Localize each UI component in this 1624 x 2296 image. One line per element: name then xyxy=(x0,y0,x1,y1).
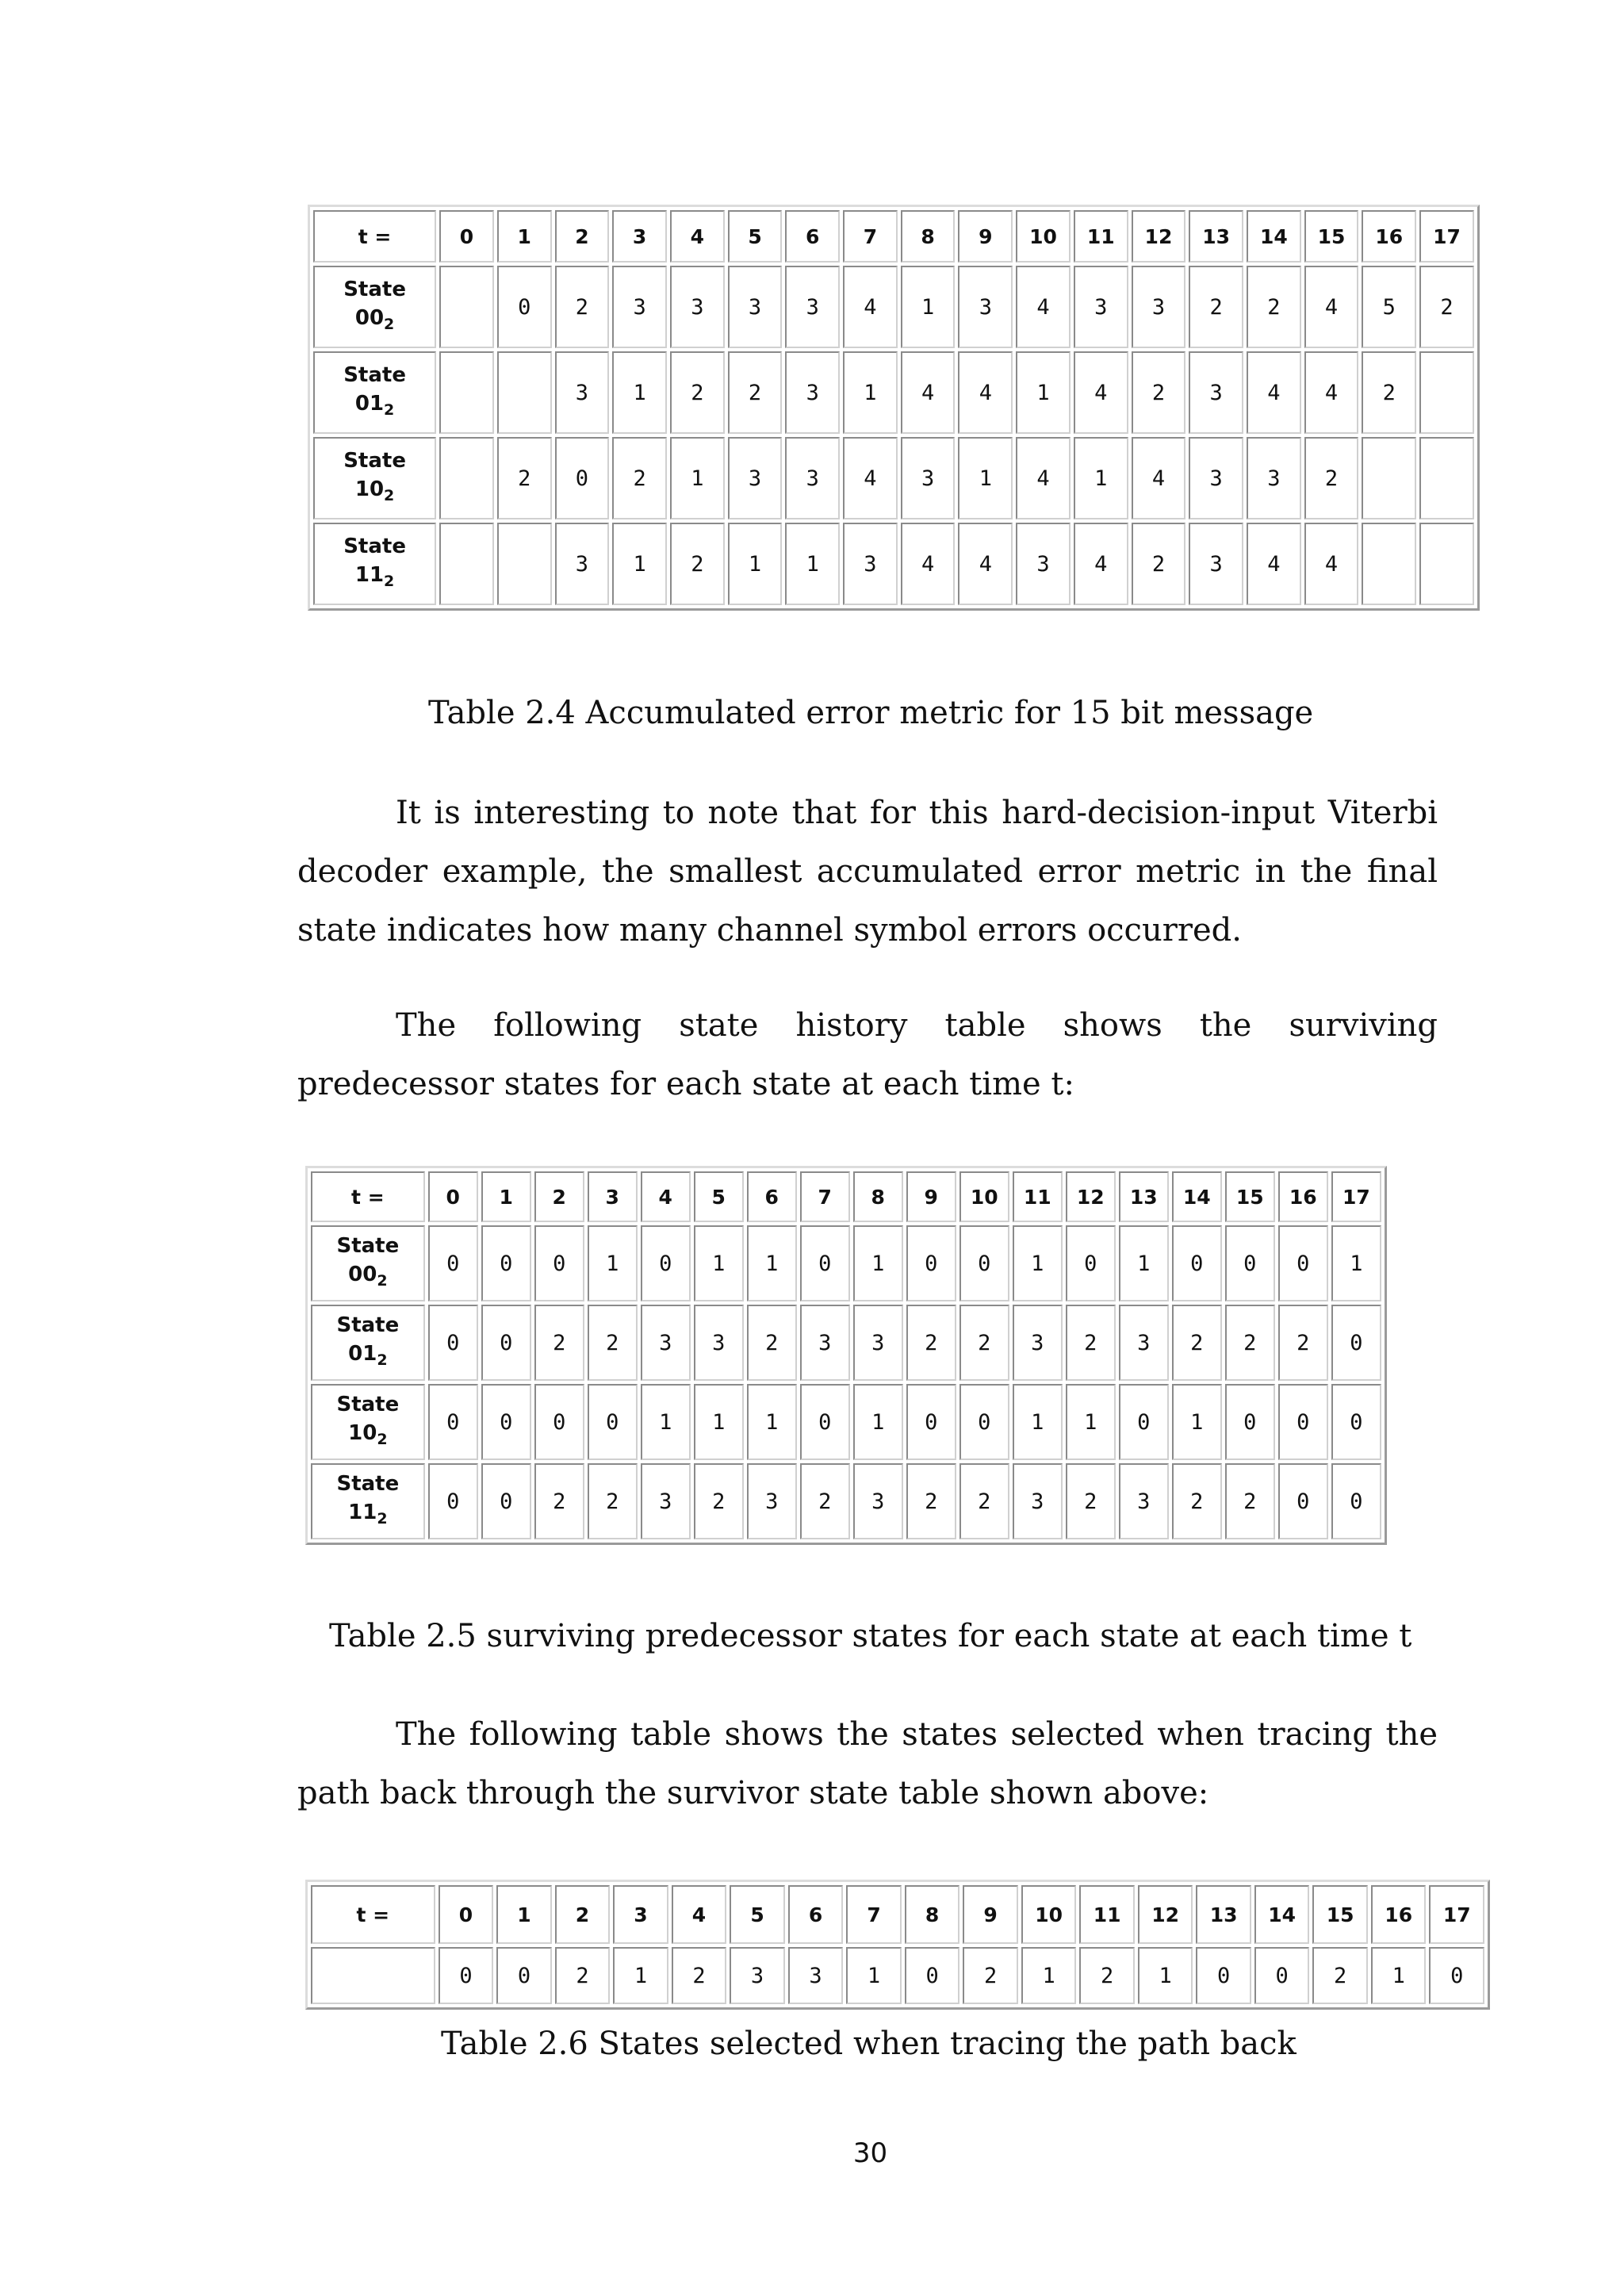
table-cell: 0 xyxy=(439,1947,494,2004)
table-row xyxy=(313,523,1474,605)
table-cell: 0 xyxy=(1429,1947,1484,2004)
header-time-cell: 4 xyxy=(672,1885,727,1944)
table-cell: 0 xyxy=(1278,1225,1328,1301)
table-cell: 2 xyxy=(612,437,667,519)
table-cell: 2 xyxy=(1247,266,1301,348)
table-cell: 4 xyxy=(1247,351,1301,434)
table-cell: 0 xyxy=(1225,1225,1275,1301)
table-cell: 0 xyxy=(905,1947,960,2004)
header-time-cell: 5 xyxy=(728,210,783,263)
table-cell: 3 xyxy=(1247,437,1301,519)
header-time-cell: 1 xyxy=(481,1171,531,1222)
table-cell: 2 xyxy=(959,1305,1009,1381)
table-cell: 1 xyxy=(670,437,725,519)
table-cell: 4 xyxy=(843,266,898,348)
table-cell: 0 xyxy=(800,1384,850,1460)
header-time-cell: 9 xyxy=(906,1171,956,1222)
table-cell: 0 xyxy=(1196,1947,1251,2004)
table-cell: 2 xyxy=(959,1463,1009,1539)
table-cell: 3 xyxy=(1119,1305,1169,1381)
table-cell: 2 xyxy=(906,1463,956,1539)
table-cell xyxy=(439,351,494,434)
table-cell: 1 xyxy=(613,1947,668,2004)
table-cell: 4 xyxy=(843,437,898,519)
table-row xyxy=(313,351,1474,434)
table-cell: 0 xyxy=(588,1384,638,1460)
header-time-cell: 12 xyxy=(1066,1171,1116,1222)
header-time-cell: 8 xyxy=(905,1885,960,1944)
table-cell: 4 xyxy=(958,351,1013,434)
table-cell: 1 xyxy=(747,1384,797,1460)
header-time-cell: 9 xyxy=(958,210,1013,263)
table-cell xyxy=(1362,523,1416,605)
table-cell: 1 xyxy=(612,351,667,434)
table-cell: 3 xyxy=(843,523,898,605)
table-cell: 0 xyxy=(1119,1384,1169,1460)
table-cell: 1 xyxy=(958,437,1013,519)
table-row xyxy=(313,266,1474,348)
header-time-cell: 12 xyxy=(1138,1885,1193,1944)
table-cell: 1 xyxy=(785,523,840,605)
table-cell xyxy=(439,437,494,519)
table-cell xyxy=(1419,523,1474,605)
table-cell: 0 xyxy=(1331,1463,1381,1539)
table-cell: 1 xyxy=(1371,1947,1427,2004)
header-time-cell: 14 xyxy=(1247,210,1301,263)
table-cell: 0 xyxy=(1331,1384,1381,1460)
header-time-cell: 2 xyxy=(555,1885,611,1944)
state-row-label: State $00_2$ xyxy=(313,266,436,348)
table-cell: 3 xyxy=(1189,523,1243,605)
header-time-label: t = xyxy=(311,1171,425,1222)
table-cell: 4 xyxy=(901,351,956,434)
table-cell: 1 xyxy=(747,1225,797,1301)
header-time-cell: 17 xyxy=(1419,210,1474,263)
table-cell: 1 xyxy=(612,523,667,605)
header-time-cell: 7 xyxy=(843,210,898,263)
table-cell: 2 xyxy=(1079,1947,1135,2004)
header-time-cell: 8 xyxy=(853,1171,903,1222)
table-cell: 3 xyxy=(1189,351,1243,434)
table-cell: 2 xyxy=(1172,1305,1222,1381)
table-cell: 2 xyxy=(1278,1305,1328,1381)
table-2-6-traceback-states xyxy=(305,1880,1490,2010)
table-cell: 2 xyxy=(694,1463,744,1539)
table-cell: 3 xyxy=(1074,266,1128,348)
table-cell: 5 xyxy=(1362,266,1416,348)
table-cell: 2 xyxy=(1132,351,1186,434)
table-cell: 2 xyxy=(588,1305,638,1381)
header-time-cell: 13 xyxy=(1196,1885,1251,1944)
header-time-cell: 9 xyxy=(963,1885,1018,1944)
table-cell: 2 xyxy=(1312,1947,1368,2004)
table-cell: 2 xyxy=(906,1305,956,1381)
table-cell: 4 xyxy=(1304,351,1359,434)
table-cell: 3 xyxy=(1013,1305,1063,1381)
table-cell: 0 xyxy=(1254,1947,1310,2004)
header-time-cell: 15 xyxy=(1304,210,1359,263)
state-row-label: State $11_2$ xyxy=(311,1463,425,1539)
page-number: 30 xyxy=(852,2137,888,2169)
paragraph-2: The following state history table shows the surviving predecessor states for each state at each time t: xyxy=(297,1007,1438,1102)
table-cell: 1 xyxy=(1138,1947,1193,2004)
table-cell: 2 xyxy=(1132,523,1186,605)
header-time-cell: 14 xyxy=(1172,1171,1222,1222)
table-row xyxy=(311,1947,1484,2004)
table-cell: 3 xyxy=(853,1463,903,1539)
header-time-cell: 10 xyxy=(959,1171,1009,1222)
state-row-label: State $10_2$ xyxy=(311,1384,425,1460)
table-2-6-caption: Table 2.6 States selected when tracing the path back xyxy=(441,2026,1297,2062)
header-time-cell: 6 xyxy=(785,210,840,263)
table-cell: 0 xyxy=(1278,1463,1328,1539)
table-cell: 3 xyxy=(785,351,840,434)
header-time-cell: 6 xyxy=(747,1171,797,1222)
table-cell: 0 xyxy=(481,1463,531,1539)
header-time-cell: 17 xyxy=(1429,1885,1484,1944)
header-time-cell: 15 xyxy=(1225,1171,1275,1222)
table-row xyxy=(311,1463,1381,1539)
table-cell: 2 xyxy=(1225,1463,1275,1539)
table-cell: 2 xyxy=(1066,1463,1116,1539)
table-cell: 0 xyxy=(481,1225,531,1301)
state-row-label: State $01_2$ xyxy=(313,351,436,434)
header-time-cell: 11 xyxy=(1079,1885,1135,1944)
table-cell: 0 xyxy=(1172,1225,1222,1301)
table-cell: 1 xyxy=(1119,1225,1169,1301)
table-cell: 0 xyxy=(906,1384,956,1460)
table-cell: 1 xyxy=(901,266,956,348)
table-cell: 2 xyxy=(534,1463,584,1539)
table-cell: 1 xyxy=(1066,1384,1116,1460)
table-cell: 1 xyxy=(853,1225,903,1301)
table-cell: 2 xyxy=(1225,1305,1275,1381)
table-cell: 3 xyxy=(555,351,610,434)
header-time-cell: 10 xyxy=(1021,1885,1077,1944)
table-row xyxy=(311,1305,1381,1381)
table-cell xyxy=(1362,437,1416,519)
table-cell: 3 xyxy=(1119,1463,1169,1539)
table-cell: 3 xyxy=(853,1305,903,1381)
table-cell: 3 xyxy=(670,266,725,348)
paragraph-3: The following table shows the states selected when tracing the path back through the survivor state table shown above: xyxy=(297,1716,1438,1811)
header-time-cell: 0 xyxy=(428,1171,478,1222)
header-time-cell: 16 xyxy=(1362,210,1416,263)
header-time-cell: 11 xyxy=(1013,1171,1063,1222)
header-time-cell: 0 xyxy=(439,1885,494,1944)
table-cell: 1 xyxy=(1013,1225,1063,1301)
table-row xyxy=(313,437,1474,519)
table-cell: 4 xyxy=(1132,437,1186,519)
table-cell: 3 xyxy=(1189,437,1243,519)
header-time-cell: 4 xyxy=(641,1171,691,1222)
table-row xyxy=(311,1225,1381,1301)
table-cell xyxy=(497,351,552,434)
row-label xyxy=(311,1947,435,2004)
table-cell: 1 xyxy=(1021,1947,1077,2004)
table-cell: 3 xyxy=(1016,523,1071,605)
header-time-cell: 8 xyxy=(901,210,956,263)
header-time-cell: 13 xyxy=(1189,210,1243,263)
header-time-label: t = xyxy=(313,210,436,263)
table-cell: 1 xyxy=(588,1225,638,1301)
table-cell: 3 xyxy=(958,266,1013,348)
header-time-cell: 2 xyxy=(555,210,610,263)
table-cell: 0 xyxy=(959,1225,1009,1301)
table-cell: 3 xyxy=(641,1305,691,1381)
table-cell: 3 xyxy=(1013,1463,1063,1539)
header-time-cell: 13 xyxy=(1119,1171,1169,1222)
table-cell: 4 xyxy=(901,523,956,605)
state-row-label: State $00_2$ xyxy=(311,1225,425,1301)
table-cell: 3 xyxy=(747,1463,797,1539)
table-2-4-caption: Table 2.4 Accumulated error metric for 15 bit message xyxy=(428,695,1314,731)
header-time-cell: 17 xyxy=(1331,1171,1381,1222)
table-cell: 0 xyxy=(428,1463,478,1539)
table-cell: 0 xyxy=(481,1384,531,1460)
table-2-5-surviving-predecessor-states xyxy=(305,1166,1387,1545)
table-cell: 4 xyxy=(1247,523,1301,605)
table-cell: 0 xyxy=(1225,1384,1275,1460)
table-cell: 1 xyxy=(728,523,783,605)
header-time-cell: 3 xyxy=(612,210,667,263)
table-cell: 0 xyxy=(1278,1384,1328,1460)
state-row-label: State $01_2$ xyxy=(311,1305,425,1381)
table-cell: 0 xyxy=(641,1225,691,1301)
header-time-cell: 3 xyxy=(588,1171,638,1222)
table-cell: 1 xyxy=(853,1384,903,1460)
paragraph-1: It is interesting to note that for this hard-decision-input Viterbi decoder example, the smallest accumulated error metric in the final state indicates how many channel symbol errors occurred. xyxy=(297,795,1438,949)
table-cell: 2 xyxy=(800,1463,850,1539)
table-cell: 3 xyxy=(730,1947,785,2004)
table-cell: 3 xyxy=(555,523,610,605)
table-cell xyxy=(1419,437,1474,519)
table-cell: 0 xyxy=(959,1384,1009,1460)
table-cell: 3 xyxy=(1132,266,1186,348)
table-cell: 1 xyxy=(1331,1225,1381,1301)
header-time-cell: 7 xyxy=(800,1171,850,1222)
table-cell xyxy=(497,523,552,605)
state-row-label: State $11_2$ xyxy=(313,523,436,605)
header-time-cell: 16 xyxy=(1371,1885,1427,1944)
table-cell: 3 xyxy=(641,1463,691,1539)
header-time-cell: 1 xyxy=(496,1885,552,1944)
table-cell: 3 xyxy=(901,437,956,519)
table-cell: 2 xyxy=(747,1305,797,1381)
table-cell: 0 xyxy=(496,1947,552,2004)
table-cell: 2 xyxy=(963,1947,1018,2004)
table-cell: 2 xyxy=(555,1947,611,2004)
header-time-cell: 4 xyxy=(670,210,725,263)
table-cell xyxy=(1419,351,1474,434)
table-cell: 3 xyxy=(800,1305,850,1381)
table-cell: 0 xyxy=(555,437,610,519)
table-cell: 0 xyxy=(906,1225,956,1301)
header-time-cell: 5 xyxy=(694,1171,744,1222)
table-cell: 0 xyxy=(534,1225,584,1301)
table-cell: 0 xyxy=(534,1384,584,1460)
table-cell: 3 xyxy=(785,437,840,519)
table-cell: 1 xyxy=(1013,1384,1063,1460)
table-cell xyxy=(439,266,494,348)
table-cell: 4 xyxy=(1016,437,1071,519)
table-cell: 2 xyxy=(670,351,725,434)
table-cell: 4 xyxy=(1074,351,1128,434)
table-cell: 2 xyxy=(1189,266,1243,348)
table-cell: 4 xyxy=(1074,523,1128,605)
table-cell: 4 xyxy=(1304,523,1359,605)
table-cell: 0 xyxy=(428,1225,478,1301)
table-cell: 2 xyxy=(672,1947,727,2004)
table-cell: 4 xyxy=(1304,266,1359,348)
header-time-cell: 3 xyxy=(613,1885,668,1944)
table-cell: 0 xyxy=(428,1305,478,1381)
table-cell: 3 xyxy=(788,1947,844,2004)
table-cell: 1 xyxy=(1172,1384,1222,1460)
table-cell: 1 xyxy=(641,1384,691,1460)
header-time-cell: 16 xyxy=(1278,1171,1328,1222)
table-cell: 0 xyxy=(481,1305,531,1381)
header-time-cell: 12 xyxy=(1132,210,1186,263)
table-cell: 2 xyxy=(497,437,552,519)
table-cell: 4 xyxy=(958,523,1013,605)
table-cell: 3 xyxy=(728,266,783,348)
table-cell: 3 xyxy=(694,1305,744,1381)
table-cell: 2 xyxy=(555,266,610,348)
table-cell: 3 xyxy=(728,437,783,519)
header-time-label: t = xyxy=(311,1885,435,1944)
table-cell: 3 xyxy=(612,266,667,348)
table-cell: 0 xyxy=(1331,1305,1381,1381)
header-time-cell: 15 xyxy=(1312,1885,1368,1944)
header-time-cell: 5 xyxy=(730,1885,785,1944)
header-time-cell: 10 xyxy=(1016,210,1071,263)
table-cell: 1 xyxy=(694,1225,744,1301)
table-cell: 0 xyxy=(800,1225,850,1301)
table-cell: 1 xyxy=(1074,437,1128,519)
table-cell: 4 xyxy=(1016,266,1071,348)
table-cell: 2 xyxy=(534,1305,584,1381)
table-2-4-accumulated-error-metric xyxy=(308,205,1480,611)
table-cell xyxy=(439,523,494,605)
table-cell: 2 xyxy=(1066,1305,1116,1381)
table-cell: 1 xyxy=(694,1384,744,1460)
table-cell: 2 xyxy=(1362,351,1416,434)
header-time-cell: 6 xyxy=(788,1885,844,1944)
table-cell: 1 xyxy=(1016,351,1071,434)
table-cell: 2 xyxy=(1304,437,1359,519)
header-time-cell: 11 xyxy=(1074,210,1128,263)
table-cell: 0 xyxy=(1066,1225,1116,1301)
header-time-cell: 14 xyxy=(1254,1885,1310,1944)
header-time-cell: 2 xyxy=(534,1171,584,1222)
state-row-label: State $10_2$ xyxy=(313,437,436,519)
table-cell: 1 xyxy=(843,351,898,434)
table-cell: 2 xyxy=(1419,266,1474,348)
table-cell: 2 xyxy=(1172,1463,1222,1539)
table-cell: 2 xyxy=(670,523,725,605)
table-cell: 3 xyxy=(785,266,840,348)
table-cell: 2 xyxy=(588,1463,638,1539)
header-time-cell: 1 xyxy=(497,210,552,263)
table-cell: 0 xyxy=(428,1384,478,1460)
table-cell: 0 xyxy=(497,266,552,348)
table-2-5-caption: Table 2.5 surviving predecessor states for each state at each time t xyxy=(329,1618,1412,1654)
table-cell: 2 xyxy=(728,351,783,434)
header-time-cell: 7 xyxy=(846,1885,902,1944)
table-cell: 1 xyxy=(846,1947,902,2004)
table-row xyxy=(311,1384,1381,1460)
header-time-cell: 0 xyxy=(439,210,494,263)
